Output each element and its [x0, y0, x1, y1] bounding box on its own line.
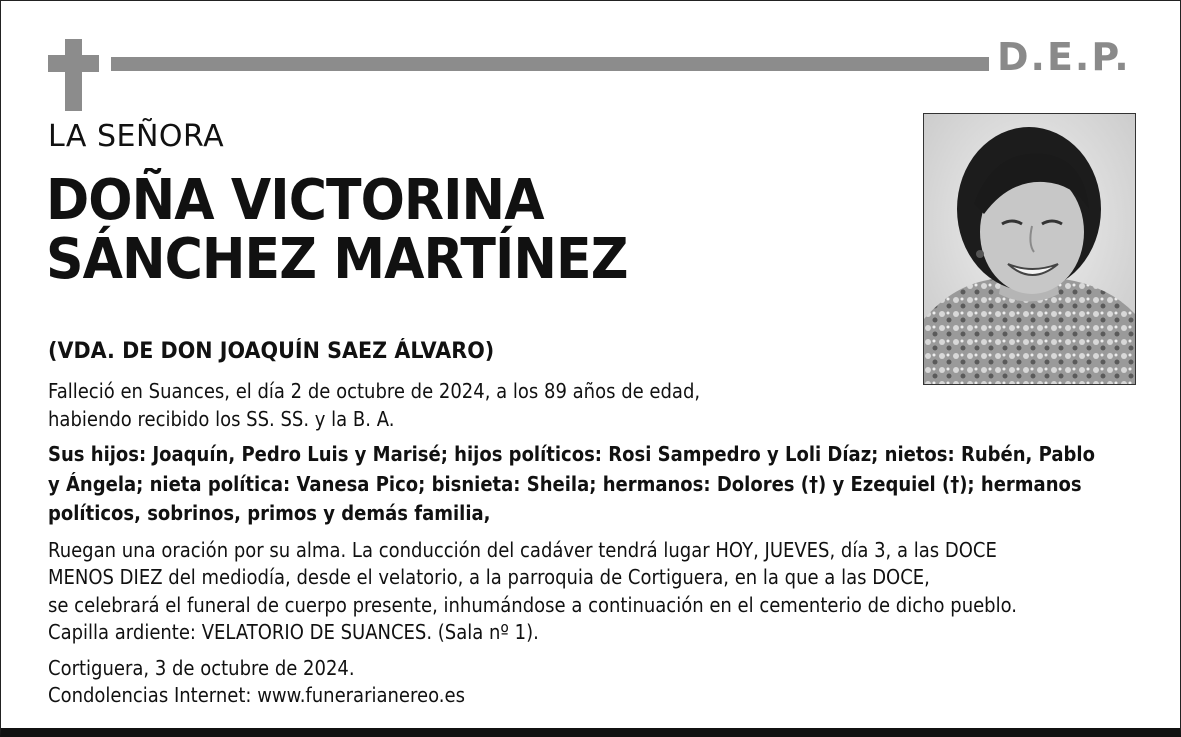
header-rule: [111, 57, 989, 71]
death-notice-line-1: Falleció en Suances, el día 2 de octubre de 2024, a los 89 años de edad,: [48, 379, 701, 403]
cross-icon: [65, 39, 82, 111]
funeral-line-1: Ruegan una oración por su alma. La conducción del cadáver tendrá lugar HOY, JUEVES, día 3, a las DOCE: [48, 538, 997, 562]
honorific: LA SEÑORA: [48, 119, 225, 154]
cross-icon-bar: [48, 55, 99, 72]
place-date: Cortiguera, 3 de octubre de 2024.: [48, 656, 355, 680]
dep-label: D.E.P.: [997, 35, 1131, 79]
funeral-line-4: Capilla ardiente: VELATORIO DE SUANCES. (Sala nº 1).: [48, 620, 539, 644]
condolences-link[interactable]: Condolencias Internet: www.funerarianereo.es: [48, 683, 465, 707]
funeral-line-2: MENOS DIEZ del mediodía, desde el velatorio, a la parroquia de Cortiguera, en la que a las DOCE,: [48, 565, 930, 589]
deceased-name: [46, 168, 628, 292]
widow-of: (VDA. DE DON JOAQUÍN SAEZ ÁLVARO): [48, 339, 495, 364]
family-line-1: Sus hijos: Joaquín, Pedro Luis y Marisé; hijos políticos: Rosi Sampedro y Loli Díaz; nietos: Rubén, Pablo: [48, 442, 1095, 466]
portrait-illustration: [924, 114, 1135, 384]
name-line-2: SÁNCHEZ MARTÍNEZ: [46, 227, 628, 292]
family-line-2: y Ángela; nieta política: Vanesa Pico; bisnieta: Sheila; hermanos: Dolores (†) y Ezequiel (†); hermanos: [48, 472, 1082, 496]
death-notice-line-2: habiendo recibido los SS. SS. y la B. A.: [48, 407, 395, 431]
portrait-photo: [923, 113, 1136, 385]
family-line-3: políticos, sobrinos, primos y demás familia,: [48, 501, 491, 525]
name-line-1: DOÑA VICTORINA: [46, 168, 544, 233]
funeral-line-3: se celebrará el funeral de cuerpo presente, inhumándose a continuación en el cementerio de dicho pueblo.: [48, 593, 1018, 617]
